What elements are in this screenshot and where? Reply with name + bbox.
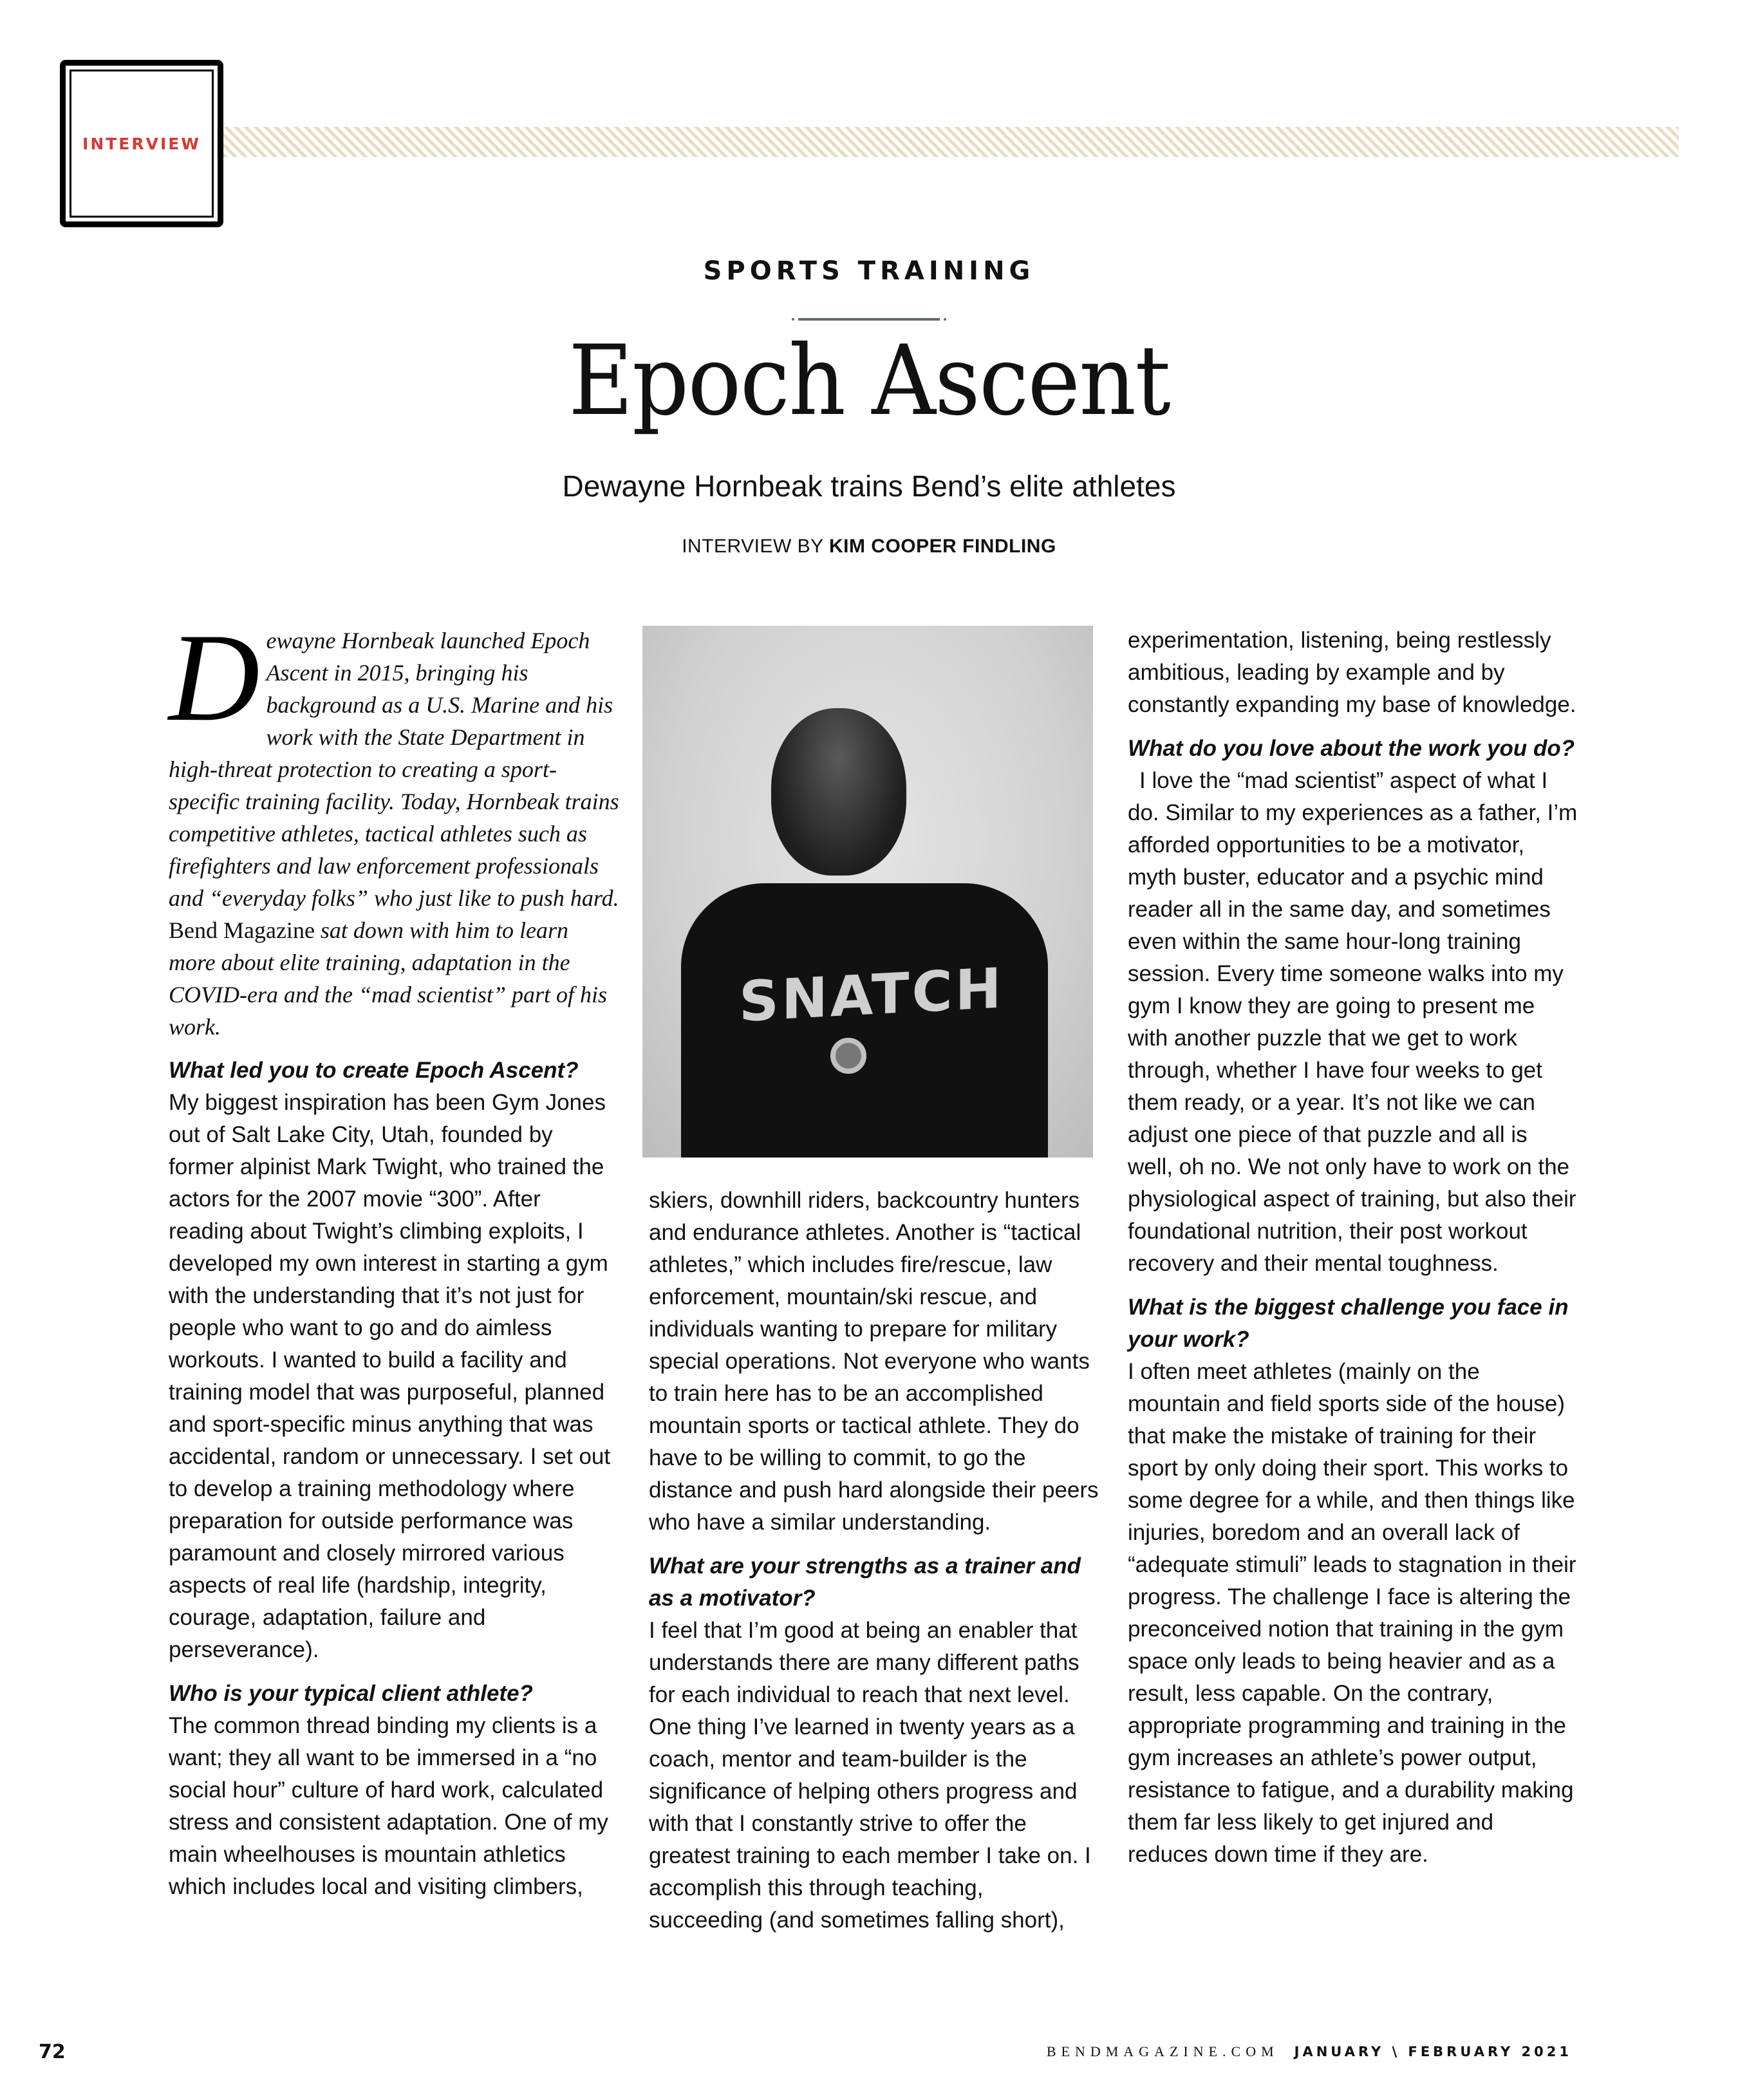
- answer-paragraph: I love the “mad scientist” aspect of what I do. Similar to my experiences as a father, I’m afforded opportunities to be a motivator, myth buster, educator and a psychic mind reader all in the same day, and sometimes even within the same hour-long training session. Every time someone walks into my gym I know they are going to present me with another puzzle that we get to work through, whether I have four weeks to get them ready, or a year. It’s not like we can adjust one piece of that puzzle and all is well, oh no. We not only have to work on the physiological aspect of training, but also their foundational nutrition, their post workout recovery and their mental toughness.: [1128, 768, 1578, 1276]
- stopwatch-icon: [830, 1038, 866, 1074]
- portrait-photo: [642, 626, 1093, 1158]
- answer-paragraph: I feel that I’m good at being an enabler that understands there are many different paths for each individual to reach that next level. One thing I’ve learned in twenty years as a coach, mentor and team-builder is the significance of helping others progress and with that I constantly strive to offer the greatest training to each member I take on. I accomplish this through teaching, succeeding (and sometimes falling short),: [649, 1618, 1091, 1933]
- question-heading: What is the biggest challenge you face in your work?: [1128, 1295, 1569, 1352]
- byline-author: KIM COOPER FINDLING: [828, 536, 1056, 557]
- answer-paragraph: The common thread binding my clients is a want; they all want to be immersed in a “no social hour” culture of hard work, calculated stress and consistent adaptation. One of my main wheelhouses is mountain athletics which includes local and visiting climbers,: [169, 1713, 608, 1899]
- answer-paragraph: I often meet athletes (mainly on the mountain and field sports side of the house) that make the mistake of training for their sport by only doing their sport. This works to some degree for a while, and then things like injuries, boredom and an overall lack of “adequate stimuli” leads to stagnation in their progress. The challenge I face is altering the preconceived notion that training in the gym space only leads to being heavier and as a result, less capable. On the contrary, appropriate programming and training in the gym increases an athlete’s power output, resistance to fatigue, and a durability making them far less likely to get injured and reduces down time if they are.: [1128, 1359, 1576, 1867]
- question-heading: What do you love about the work you do?: [1128, 736, 1575, 761]
- page-footer: [1047, 2043, 1572, 2060]
- section-label: INTERVIEW: [82, 134, 201, 153]
- column-2: [649, 1185, 1099, 1948]
- section-tag-box: [60, 60, 223, 227]
- decorative-stripe-rule: [223, 127, 1679, 157]
- answer-paragraph: My biggest inspiration has been Gym Jones out of Salt Lake City, Utah, founded by former alpinist Mark Twight, who trained the actors for the 2007 movie “300”. After reading about Twight’s climbing exploits, I developed my own interest in starting a gym with the understanding that it’s not just for people who want to go and do aimless workouts. I wanted to build a facility and training model that was purposeful, planned and sport-specific minus anything that was accidental, random or unnecessary. I set out to develop a training methodology where preparation for outside performance was paramount and closely mirrored various aspects of real life (hardship, integrity, courage, adaptation, failure and perseverance).: [169, 1090, 611, 1662]
- photo-shirt-text: SNATCH: [739, 956, 1004, 1035]
- photo-subject-head: [771, 708, 906, 876]
- intro-text-2: sat down with him to learn more about elite training, adaptation in the COVID-era and the “mad scientist” part of his work.: [169, 917, 607, 1040]
- intro-paragraph: [169, 608, 619, 1043]
- article-subtitle: Dewayne Hornbeak trains Bend’s elite athletes: [562, 469, 1176, 503]
- article-title: Epoch Ascent: [568, 325, 1170, 437]
- footer-site: BENDMAGAZINE.COM: [1046, 2043, 1279, 2059]
- article-kicker: SPORTS TRAINING: [703, 256, 1035, 286]
- footer-issue: JANUARY \ FEBRUARY 2021: [1294, 2044, 1572, 2059]
- byline-prefix: INTERVIEW BY: [682, 536, 829, 557]
- column-1: [169, 608, 619, 1915]
- intro-text-1: ewayne Hornbeak launched Epoch Ascent in 2015, bringing his background as a U.S. Marine and his work with the State Department in high-threat protection to creating a sport-specific training facility. Today, Hornbeak trains competitive athletes, tactical athletes such as firefighters and law enforcement professionals and “everyday folks” who just like to push hard.: [169, 628, 619, 911]
- question-heading: What are your strengths as a trainer and as a motivator?: [649, 1553, 1081, 1611]
- question-heading: What led you to create Epoch Ascent?: [169, 1058, 579, 1083]
- article-byline: [0, 536, 1738, 558]
- intro-publication: Bend Magazine: [169, 917, 315, 943]
- drop-cap: D: [169, 608, 260, 747]
- answer-paragraph: experimentation, listening, being restlessly ambitious, leading by example and by constantly expanding my base of knowledge.: [1128, 628, 1576, 717]
- page-number: 72: [39, 2041, 66, 2063]
- section-tag-inner: [70, 70, 214, 218]
- answer-paragraph: skiers, downhill riders, backcountry hunters and endurance athletes. Another is “tactical athletes,” which includes fire/rescue, law enforcement, mountain/ski rescue, and individuals wanting to prepare for military special operations. Not everyone who wants to train here has to be an accomplished mountain sports or tactical athlete. They do have to be willing to commit, to go the distance and push hard alongside their peers who have a similar understanding.: [649, 1188, 1099, 1535]
- column-3: [1128, 624, 1578, 1882]
- title-divider: [798, 318, 940, 321]
- question-heading: Who is your typical client athlete?: [169, 1681, 533, 1706]
